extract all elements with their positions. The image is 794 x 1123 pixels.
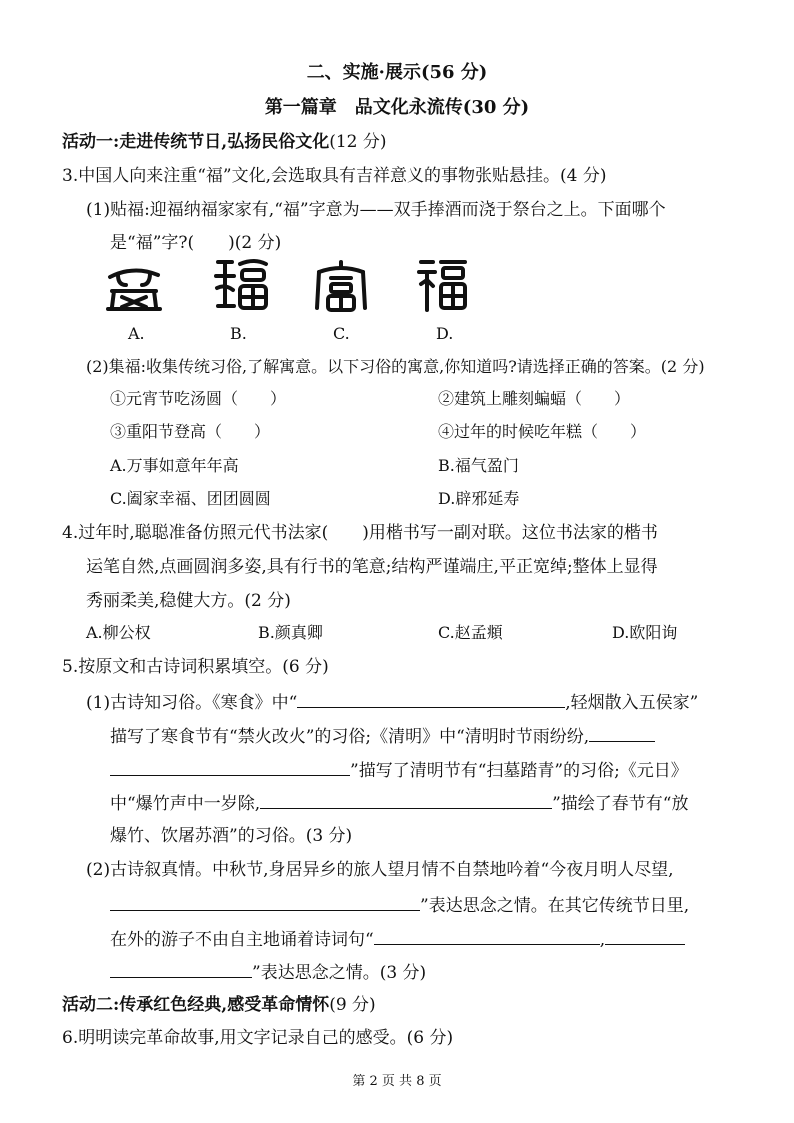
q4-line2: 运笔自然,点画圆润多姿,具有行书的笔意;结构严谨端庄,平正宽绰;整体上显得 (86, 557, 658, 577)
q3-stem: 3.中国人向来注重“福”文化,会选取具有吉祥意义的事物张贴悬挂。(4 分) (62, 166, 607, 186)
q4-option-d: D.欧阳询 (612, 623, 678, 642)
q5-p2-e: ”表达思念之情。(3 分) (252, 963, 427, 983)
activity1-heading (62, 131, 387, 153)
q5-p1-d: ”描写了清明节有“扫墓踏青”的习俗;《元日》 (350, 761, 688, 781)
q5-p1-e: 中“爆竹声中一岁除, (110, 794, 261, 814)
custom-3: ③重阳节登高（ ） (110, 422, 271, 441)
seal-glyph-b-icon (212, 258, 272, 312)
q5-p1-row3 (110, 758, 688, 782)
q5-p1-a: (1)古诗知习俗。《寒食》中“ (86, 693, 298, 713)
activity2-head: 活动二:传承红色经典,感受革命情怀 (62, 995, 330, 1015)
q5-p2-c: 在外的游子不由自主地诵着诗词句“ (110, 930, 374, 950)
meaning-b: B.福气盈门 (438, 456, 519, 475)
q4-option-c: C.赵孟頫 (438, 623, 503, 642)
q3-p1-line1: (1)贴福:迎福纳福家家有,“福”字意为——双手捧酒而浇于祭台之上。下面哪个 (86, 200, 666, 220)
meaning-c: C.阖家幸福、团团圆圆 (110, 489, 271, 508)
activity2-score: (9 分) (329, 995, 376, 1015)
activity1-head: 活动一:走进传统节日,弘扬民俗文化 (62, 132, 330, 152)
answer-blank-6b[interactable] (110, 960, 252, 978)
glyph-label-b: B. (230, 324, 247, 343)
custom-1: ①元宵节吃汤圆（ ） (110, 389, 287, 408)
q4-option-a: A.柳公权 (86, 623, 151, 642)
q5-p2-b: ”表达思念之情。在其它传统节日里, (420, 896, 690, 916)
answer-blank-3[interactable] (260, 791, 552, 809)
q5-p2-row1: (2)古诗叙真情。中秋节,身居异乡的旅人望月情不自禁地吟着“今夜月明人尽望, (86, 860, 674, 880)
custom-4: ④过年的时候吃年糕（ ） (438, 422, 647, 441)
q3-p2-stem: (2)集福:收集传统习俗,了解寓意。以下习俗的寓意,你知道吗?请选择正确的答案。(2 分) (86, 357, 705, 376)
answer-blank-6[interactable] (605, 927, 685, 945)
glyph-label-a: A. (128, 324, 145, 343)
q5-p2-row4 (110, 960, 426, 984)
answer-blank-2b[interactable] (110, 758, 350, 776)
meaning-d: D.辟邪延寿 (438, 489, 520, 508)
q5-p1-b: ,轻烟散入五侯家” (565, 693, 699, 713)
q5-p1-row4 (110, 791, 689, 815)
activity1-score: (12 分) (329, 132, 387, 152)
answer-blank-2[interactable] (589, 724, 655, 742)
q5-p2-row3 (110, 927, 685, 951)
custom-2: ②建筑上雕刻蝙蝠（ ） (438, 389, 631, 408)
q5-p2-d: , (599, 930, 606, 950)
seal-glyph-d-icon (415, 258, 469, 312)
answer-blank-1[interactable] (297, 690, 565, 708)
page-footer: 第 2 页 共 8 页 (352, 1074, 442, 1089)
q5-p2-row2 (110, 893, 689, 917)
glyph-label-d: D. (436, 324, 454, 343)
answer-blank-5[interactable] (374, 927, 600, 945)
glyph-label-c: C. (333, 324, 350, 343)
q4-option-b: B.颜真卿 (258, 623, 323, 642)
answer-blank-4[interactable] (110, 893, 420, 911)
chapter-title: 第一篇章 品文化永流传(30 分) (264, 97, 530, 118)
q4-line1: 4.过年时,聪聪准备仿照元代书法家( )用楷书写一副对联。这位书法家的楷书 (62, 523, 658, 543)
q4-line3: 秀丽柔美,稳健大方。(2 分) (86, 591, 291, 611)
q3-p1-line2: 是“福”字?( )(2 分) (110, 233, 282, 253)
q6-stem: 6.明明读完革命故事,用文字记录自己的感受。(6 分) (62, 1028, 454, 1048)
q5-p1-row1 (86, 690, 698, 714)
seal-glyph-c-icon (313, 260, 369, 312)
q5-p1-f: ”描绘了春节有“放 (552, 794, 689, 814)
q5-stem: 5.按原文和古诗词积累填空。(6 分) (62, 657, 329, 677)
meaning-a: A.万事如意年年高 (110, 456, 239, 475)
q5-p1-c: 描写了寒食节有“禁火改火”的习俗;《清明》中“清明时节雨纷纷, (110, 727, 590, 747)
seal-glyph-a-icon (104, 263, 164, 313)
activity2-heading (62, 994, 376, 1016)
section-title: 二、实施·展示(56 分) (306, 62, 488, 83)
q5-p1-row2 (110, 724, 655, 748)
q5-p1-row5: 爆竹、饮屠苏酒”的习俗。(3 分) (110, 826, 353, 846)
